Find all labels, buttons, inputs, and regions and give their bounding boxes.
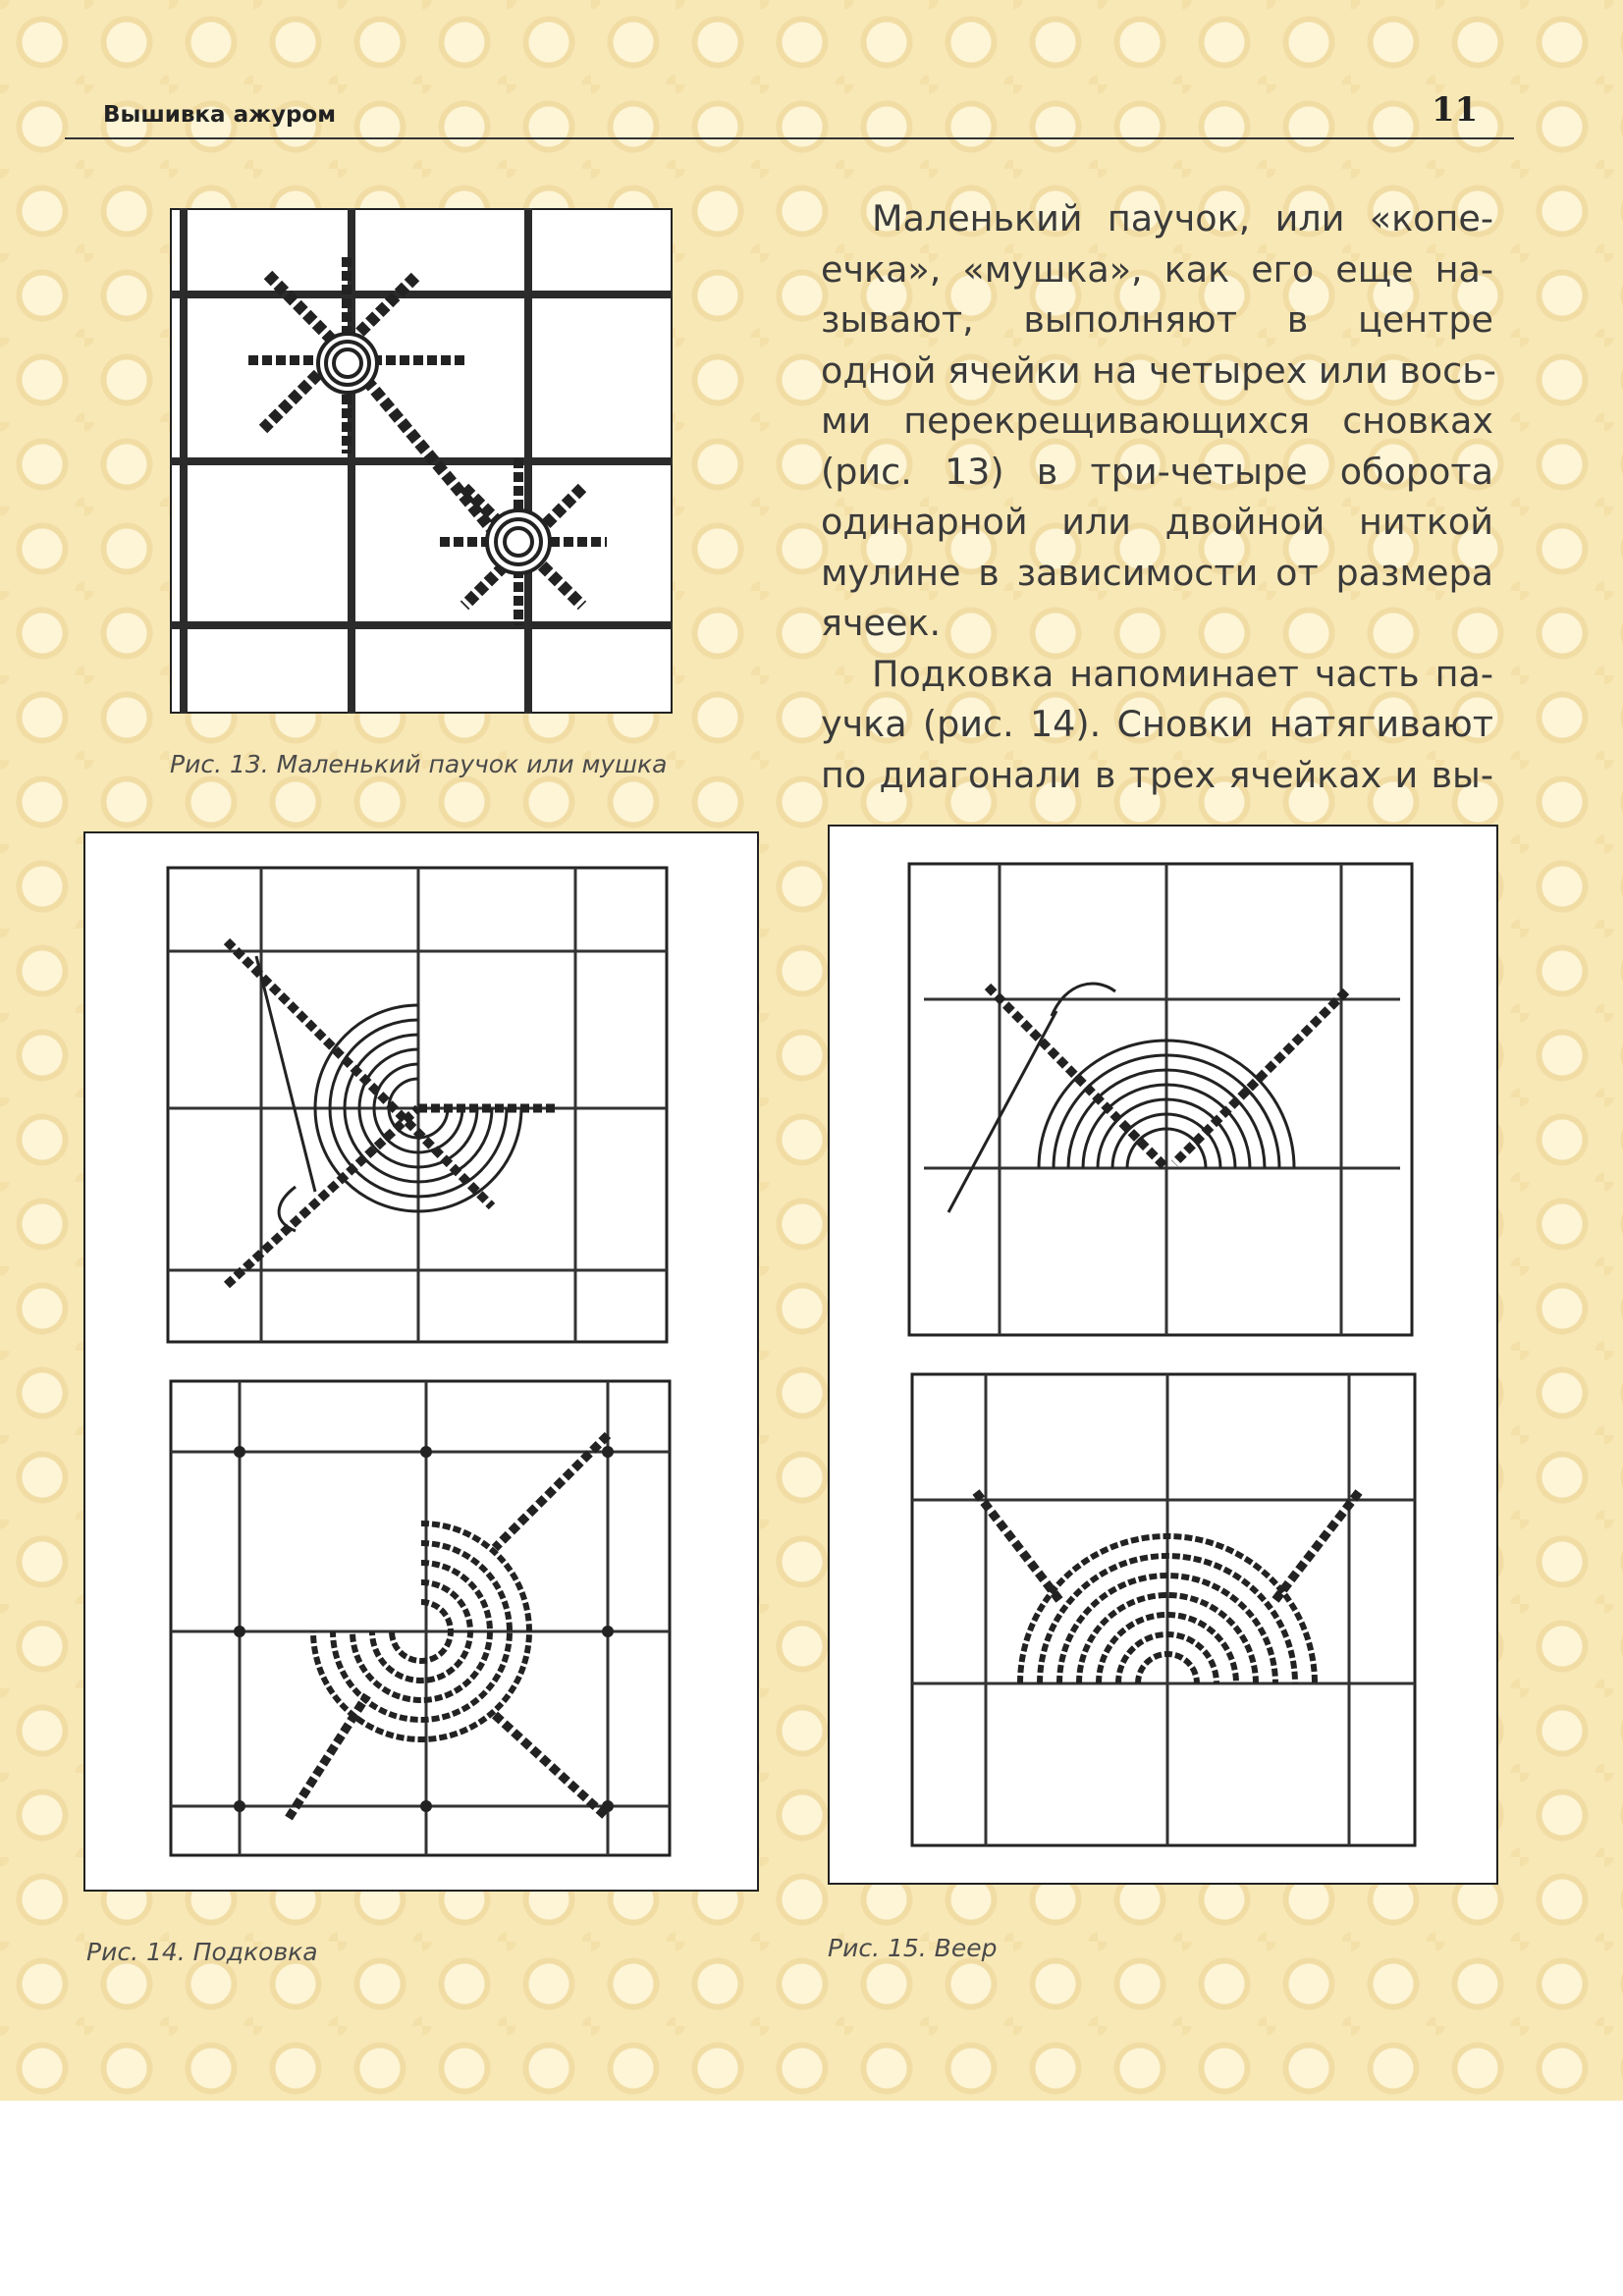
text-line: зывают, выполняют в центре (821, 298, 1493, 341)
text-line: по диагонали в трех ячейках и вы- (821, 753, 1493, 796)
text-line: (рис. 13) в три-четыре оборота (821, 450, 1493, 493)
caption-fig14: Рис. 14. Подковка (86, 1938, 318, 1966)
text-line: учка (рис. 14). Сновки натягивают (821, 703, 1493, 745)
text-line: Подковка напоминает часть па- (872, 652, 1493, 695)
figure-15 (828, 825, 1498, 1885)
page-number: 11 (1432, 90, 1479, 130)
text-line: одной ячейки на четырех или вось- (821, 348, 1496, 392)
text-line: ячеек. (821, 602, 942, 644)
text-line: Маленький паучок, или «копе- (872, 197, 1493, 240)
running-header: Вышивка ажуром (103, 102, 337, 128)
body-text (821, 193, 1496, 800)
text-line: ечка», «мушка», как его еще на- (821, 247, 1493, 291)
figure-14 (83, 831, 759, 1892)
text-line: одинарной или двойной ниткой (821, 501, 1493, 543)
text-line: мулине в зависимости от размера (821, 551, 1493, 594)
caption-fig13: Рис. 13. Маленький паучок или мушка (170, 750, 668, 778)
text-line: ми перекрещивающихся сновках (821, 400, 1493, 442)
figure-13 (170, 208, 673, 714)
caption-fig15: Рис. 15. Веер (828, 1934, 998, 1962)
header-rule (65, 137, 1514, 139)
